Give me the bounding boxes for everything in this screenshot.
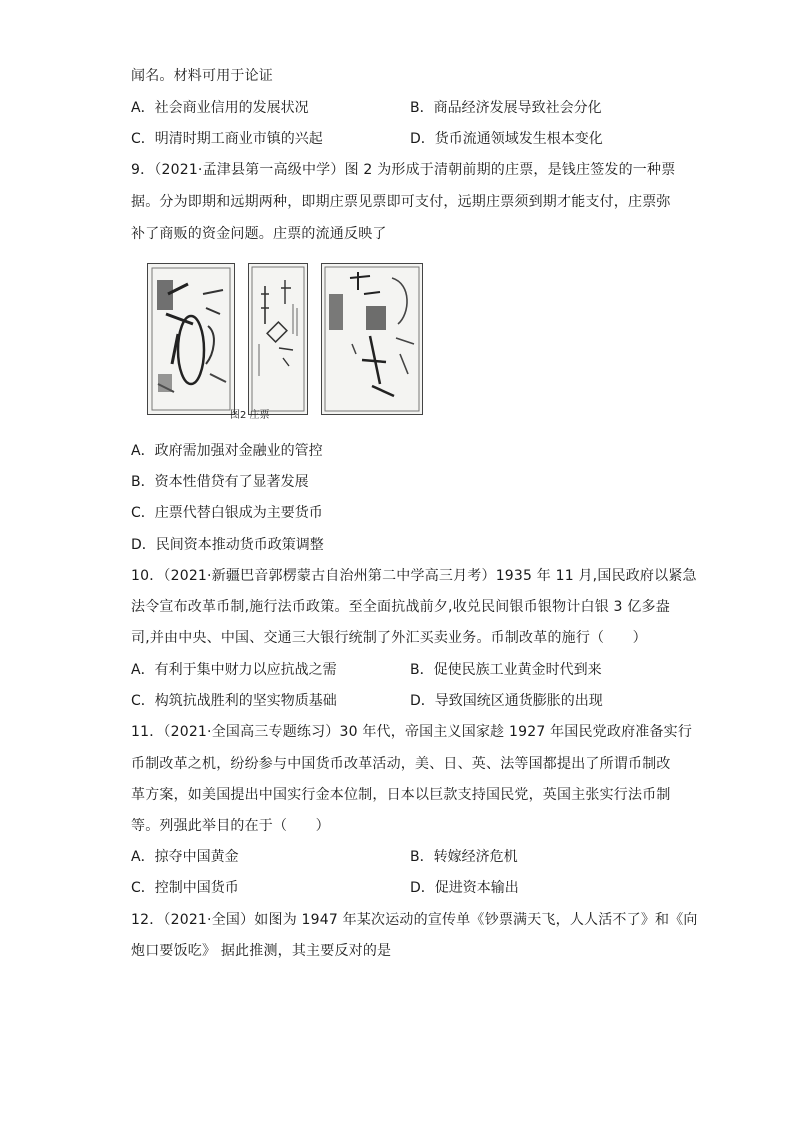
q9-stem-line-3: 补了商贩的资金问题。庄票的流通反映了 bbox=[131, 226, 387, 242]
q11-stem-line-3: 革方案，如美国提出中国实行金本位制，日本以巨款支持国民党，英国主张实行法币制 bbox=[131, 787, 671, 803]
figure-caption: 图2 庄票 bbox=[230, 410, 270, 421]
q11-option-d: D．促进资本输出 bbox=[410, 880, 519, 896]
q10-option-c: C．构筑抗战胜利的坚实物质基础 bbox=[131, 693, 337, 709]
q8-option-a: A．社会商业信用的发展状况 bbox=[131, 100, 309, 116]
q11-option-c: C．控制中国货币 bbox=[131, 880, 239, 896]
q9-option-a: A．政府需加强对金融业的管控 bbox=[131, 443, 323, 459]
q10-option-d: D．导致国统区通货膨胀的出现 bbox=[410, 693, 603, 709]
q11-stem-line-4: 等。列强此举目的在于（ ） bbox=[131, 818, 330, 834]
q10-stem-line-3: 司,并由中央、中国、交通三大银行统制了外汇买卖业务。币制改革的施行（ ） bbox=[131, 630, 647, 646]
q9-option-d: D．民间资本推动货币政策调整 bbox=[131, 537, 324, 553]
q10-option-b: B．促使民族工业黄金时代到来 bbox=[410, 662, 602, 678]
zhuangpiao-note-2 bbox=[248, 263, 308, 415]
q9-stem-line-1: 9．（2021·孟津县第一高级中学）图 2 为形成于清朝前期的庄票，是钱庄签发的一种票 bbox=[131, 162, 676, 178]
text-line: 闻名。材料可用于论证 bbox=[131, 68, 273, 84]
zhuangpiao-figure bbox=[145, 259, 429, 425]
q12-stem-line-2: 炮口要饭吃》 据此推测，其主要反对的是 bbox=[131, 943, 392, 959]
q8-option-d: D．货币流通领域发生根本变化 bbox=[410, 131, 603, 147]
q10-stem-line-2: 法令宣布改革币制,施行法币政策。至全面抗战前夕,收兑民间银币银物计白银 3 亿多盎 bbox=[131, 599, 670, 615]
q8-option-c: C．明清时期工商业市镇的兴起 bbox=[131, 131, 323, 147]
q9-option-b: B．资本性借贷有了显著发展 bbox=[131, 474, 309, 490]
zhuangpiao-note-1 bbox=[147, 263, 235, 415]
zhuangpiao-note-3 bbox=[321, 263, 423, 415]
q8-option-b: B．商品经济发展导致社会分化 bbox=[410, 100, 602, 116]
q11-stem-line-2: 币制改革之机，纷纷参与中国货币改革活动，美、日、英、法等国都提出了所谓币制改 bbox=[131, 756, 671, 772]
q12-stem-line-1: 12．（2021·全国）如图为 1947 年某次运动的宣传单《钞票满天飞，人人活不了》和《向 bbox=[131, 912, 698, 928]
q11-option-b: B．转嫁经济危机 bbox=[410, 849, 518, 865]
q9-option-c: C．庄票代替白银成为主要货币 bbox=[131, 505, 323, 521]
q11-stem-line-1: 11．（2021·全国高三专题练习）30 年代，帝国主义国家趁 1927 年国民党政府准备实行 bbox=[131, 724, 693, 740]
q10-option-a: A．有利于集中财力以应抗战之需 bbox=[131, 662, 337, 678]
q11-option-a: A．掠夺中国黄金 bbox=[131, 849, 239, 865]
q9-stem-line-2: 据。分为即期和远期两种，即期庄票见票即可支付，远期庄票须到期才能支付，庄票弥 bbox=[131, 194, 671, 210]
q10-stem-line-1: 10．（2021·新疆巴音郭楞蒙古自治州第二中学高三月考）1935 年 11 月,国民政府以紧急 bbox=[131, 568, 697, 584]
